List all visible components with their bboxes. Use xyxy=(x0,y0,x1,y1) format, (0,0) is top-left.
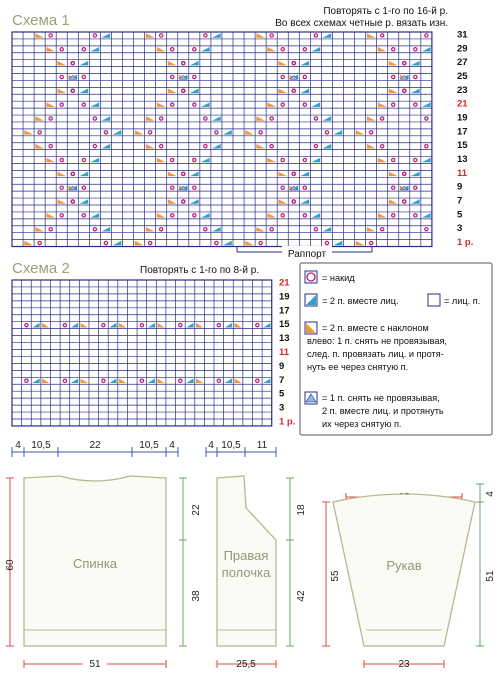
legend-knit-text: = лиц. п. xyxy=(444,296,481,306)
front-label-1: Правая xyxy=(223,548,269,563)
schema-1-title: Схема 1 xyxy=(12,12,70,29)
row-number: 9 xyxy=(279,360,285,372)
row-number: 11 xyxy=(279,346,290,358)
legend-knit-icon xyxy=(428,294,440,306)
schema-2 xyxy=(12,260,295,427)
row-number: 19 xyxy=(457,112,468,124)
sleeve-label: Рукав xyxy=(386,558,422,573)
back-dim-1: 4 xyxy=(15,440,21,451)
legend-ssk-line-3: след. п. провязать лиц. и протя- xyxy=(307,349,444,359)
schema-2-title: Схема 2 xyxy=(12,260,70,277)
row-number: 13 xyxy=(457,153,468,165)
row-number: 3 xyxy=(279,402,285,414)
sleeve-bottom-width: 23 xyxy=(398,659,410,670)
row-number: 5 xyxy=(279,388,285,400)
row-number: 27 xyxy=(457,57,468,69)
row-number: 21 xyxy=(457,98,468,110)
back-pattern-piece xyxy=(5,440,202,670)
repeat-bracket xyxy=(237,246,372,260)
front-dim-2: 10,5 xyxy=(221,440,241,451)
schema-2-note: Повторять с 1-го по 8-й р. xyxy=(140,265,260,276)
legend-k2tog-text: = 2 п. вместе лиц. xyxy=(322,296,399,306)
row-number: 15 xyxy=(279,319,290,331)
schema-2-row-numbers xyxy=(279,277,295,427)
sleeve-pattern-piece xyxy=(322,484,496,670)
back-width: 51 xyxy=(89,659,101,670)
legend-sk2p-line-3: их через снятую п. xyxy=(322,419,402,429)
row-number: 31 xyxy=(457,29,468,41)
row-number: 13 xyxy=(279,333,290,345)
back-dim-2: 10,5 xyxy=(31,440,51,451)
schema-1-note-2: Во всех схемах четные р. вязать изн. xyxy=(275,18,448,29)
front-label-2: полочка xyxy=(221,565,271,580)
row-number: 7 xyxy=(279,374,285,386)
back-height: 60 xyxy=(5,559,16,571)
legend-ssk-line-2: влево: 1 п. снять не провязывая, xyxy=(307,336,447,346)
back-upper: 22 xyxy=(191,504,202,516)
back-dim-5: 4 xyxy=(169,440,175,451)
schema-1-row-numbers xyxy=(457,29,473,248)
row-number: 29 xyxy=(457,43,468,55)
row-number: 25 xyxy=(457,70,468,82)
back-dim-3: 22 xyxy=(89,440,101,451)
schema-1-note-1: Повторять с 1-го по 16-й р. xyxy=(323,6,448,17)
sleeve-height-left: 55 xyxy=(330,570,341,582)
row-number: 15 xyxy=(457,140,468,152)
row-number: 1 р. xyxy=(457,237,474,249)
sleeve-height-right: 51 xyxy=(485,570,496,582)
row-number: 19 xyxy=(279,291,290,303)
legend-box xyxy=(300,263,492,435)
repeat-label: Раппорт xyxy=(287,249,327,260)
row-number: 9 xyxy=(457,181,463,193)
schema-1-chart-grid xyxy=(12,32,432,247)
row-number: 11 xyxy=(457,167,468,179)
legend-yo-text: = накид xyxy=(322,273,355,283)
front-dim-3: 11 xyxy=(256,440,268,451)
back-lower: 38 xyxy=(191,590,202,602)
row-number: 21 xyxy=(279,277,290,289)
schema-2-chart-grid xyxy=(12,280,272,426)
row-number: 1 р. xyxy=(279,416,296,428)
front-width: 25,5 xyxy=(236,659,256,670)
legend-sk2p-line-2: 2 п. вместе лиц. и протянуть xyxy=(322,406,444,416)
back-label: Спинка xyxy=(72,556,118,571)
legend-sk2p-line-1: = 1 п. снять не провязывая, xyxy=(322,393,440,403)
row-number: 17 xyxy=(279,305,290,317)
back-dim-4: 10,5 xyxy=(139,440,159,451)
schema-1 xyxy=(12,6,473,260)
right-front-pattern-piece xyxy=(206,440,307,670)
front-dim-1: 4 xyxy=(208,440,214,451)
row-number: 17 xyxy=(457,126,468,138)
row-number: 3 xyxy=(457,223,463,235)
row-number: 23 xyxy=(457,84,468,96)
front-upper: 18 xyxy=(296,504,307,516)
sleeve-cap: 4 xyxy=(485,491,496,497)
row-number: 5 xyxy=(457,209,463,221)
legend-ssk-line-1: = 2 п. вместе с наклоном xyxy=(322,323,429,333)
row-number: 7 xyxy=(457,195,463,207)
legend-ssk-line-4: нуть ее через снятую п. xyxy=(307,362,409,372)
front-lower: 42 xyxy=(296,590,307,602)
